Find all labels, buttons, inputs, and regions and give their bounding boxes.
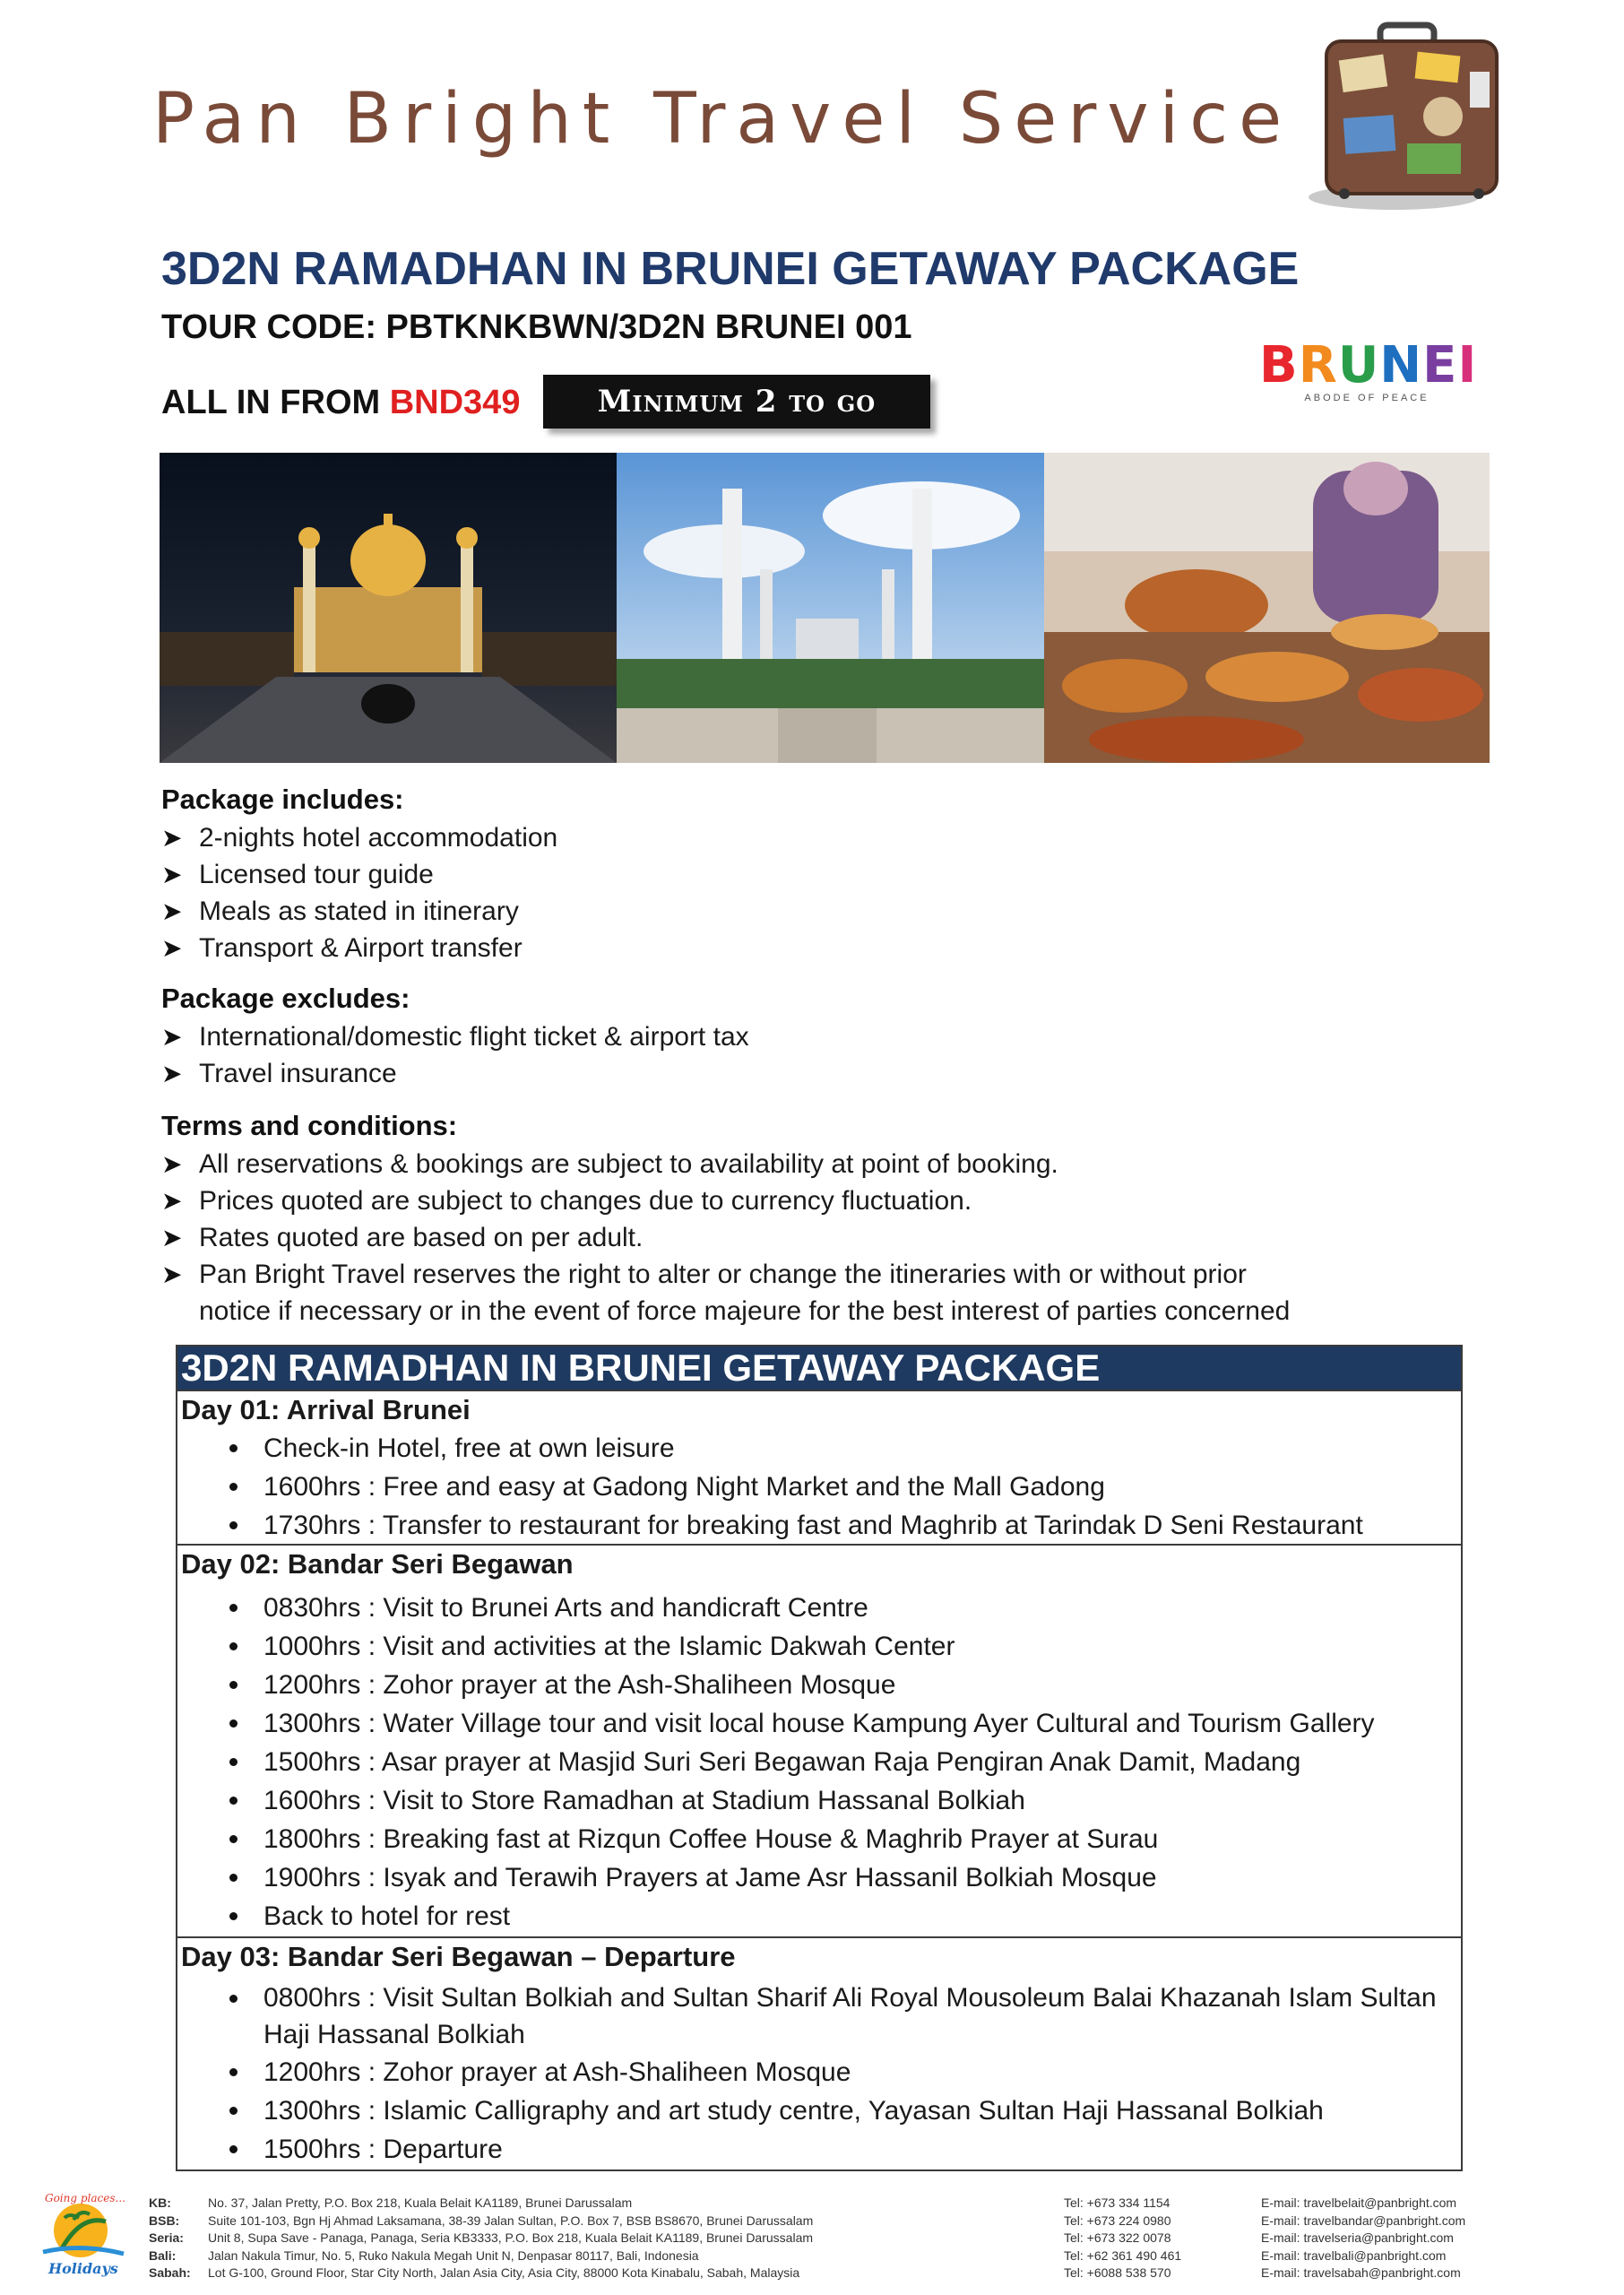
office-row: Seria: Unit 8, Supa Save - Panaga, Panaga, Seria KB3333, P.O. Box 218, Kuala Belait KA1189, Brunei Darussalam Tel: +673 322 0078 E-mail: travelseria@panbright.com	[149, 2230, 1454, 2245]
arrow-bullet-icon: ➤	[161, 1187, 183, 1215]
list-item: 1300hrs : Islamic Calligraphy and art study centre, Yayasan Sultan Haji Hassanal Bolkiah	[229, 2091, 1461, 2130]
list-item: 1300hrs : Water Village tour and visit local house Kampung Ayer Cultural and Tourism Gallery	[229, 1704, 1461, 1743]
excludes-heading: Package excludes:	[161, 983, 410, 1014]
arrow-bullet-icon: ➤	[161, 1023, 183, 1051]
list-item: 1600hrs : Visit to Store Ramadhan at Stadium Hassanal Bolkiah	[229, 1781, 1461, 1820]
includes-list	[161, 819, 557, 966]
list-item: 1500hrs : Asar prayer at Masjid Suri Seri Begawan Raja Pengiran Anak Damit, Madang	[229, 1743, 1461, 1781]
brunei-logo-word: BRUNEI	[1259, 336, 1478, 394]
list-item-continuation: notice if necessary or in the event of force majeure for the best interest of parties concerned	[199, 1296, 1291, 1326]
list-item: ➤ Transport & Airport transfer	[161, 930, 557, 966]
office-row: KB: No. 37, Jalan Pretty, P.O. Box 218, Kuala Belait KA1189, Brunei Darussalam Tel: +673 334 1154 E-mail: travelbelait@panbright.com	[149, 2195, 1457, 2210]
day-title: Day 01: Arrival Brunei	[181, 1394, 471, 1425]
price-value: BND349	[389, 384, 521, 421]
brunei-logo-tagline: ABODE OF PEACE	[1304, 393, 1430, 403]
list-item: ➤ Pan Bright Travel reserves the right to alter or change the itineraries with or without prior	[161, 1256, 1290, 1293]
list-item: ➤ Licensed tour guide	[161, 856, 557, 893]
list-item: 1900hrs : Isyak and Terawih Prayers at Jame Asr Hassanil Bolkiah Mosque	[229, 1858, 1461, 1897]
excludes-list	[161, 1018, 749, 1092]
day-01-section	[177, 1390, 1461, 1544]
tour-code: TOUR CODE: PBTKNKBWN/3D2N BRUNEI 001	[161, 308, 912, 346]
list-item: Check-in Hotel, free at own leisure	[229, 1429, 1461, 1468]
itinerary-title: 3D2N RAMADHAN IN BRUNEI GETAWAY PACKAGE	[177, 1347, 1461, 1390]
office-row: BSB: Suite 101-103, Bgn Hj Ahmad Laksamana, 38-39 Jalan Sultan, P.O. Box 7, BSB BS8670, Brunei Darussalam Tel: +673 224 0980 E-mail: travelbandar@panbright.com	[149, 2213, 1466, 2228]
list-item: 1800hrs : Breaking fast at Rizqun Coffee House & Maghrib Prayer at Surau	[229, 1820, 1461, 1858]
office-row: Sabah: Lot G-100, Ground Floor, Star City North, Jalan Asia City, Asia City, 88000 Kota Kinabalu, Sabah, Malaysia Tel: +6088 538 570 E-mail: travelsabah@panbright.com	[149, 2265, 1461, 2280]
day-title: Day 03: Bandar Seri Begawan – Departure	[181, 1941, 736, 1972]
day-items	[229, 1979, 1461, 2169]
holidays-logo	[34, 2187, 133, 2277]
list-item: 1000hrs : Visit and activities at the Islamic Dakwah Center	[229, 1627, 1461, 1666]
ramadhan-food-market-photo	[1044, 453, 1490, 763]
arrow-bullet-icon: ➤	[161, 824, 183, 852]
svg-text:Going places...: Going places...	[45, 2192, 125, 2204]
list-item: 1730hrs : Transfer to restaurant for breaking fast and Maghrib at Tarindak D Seni Restaurant	[229, 1506, 1461, 1545]
includes-heading: Package includes:	[161, 784, 404, 815]
list-item: 0800hrs : Visit Sultan Bolkiah and Sultan Sharif Ali Royal Mousoleum Balai Khazanah Islam Sultan Haji Hassanal Bolkiah	[229, 1979, 1461, 2053]
list-item: 1200hrs : Zohor prayer at the Ash-Shaliheen Mosque	[229, 1666, 1461, 1704]
company-name: Pan Bright Travel Service	[152, 79, 1293, 160]
day-03-section	[177, 1936, 1461, 2169]
day-items	[229, 1429, 1461, 1545]
list-item: 1200hrs : Zohor prayer at Ash-Shaliheen Mosque	[229, 2053, 1461, 2091]
package-title: 3D2N RAMADHAN IN BRUNEI GETAWAY PACKAGE	[161, 243, 1300, 295]
price-line	[161, 384, 520, 422]
list-item: 1500hrs : Departure	[229, 2130, 1461, 2169]
itinerary-table	[176, 1345, 1463, 2171]
arrow-bullet-icon: ➤	[161, 897, 183, 925]
day-02-section	[177, 1544, 1461, 1936]
list-item: ➤ Travel insurance	[161, 1055, 749, 1092]
list-item: ➤ Meals as stated in itinerary	[161, 893, 557, 930]
office-row: Bali: Jalan Nakula Timur, No. 5, Ruko Nakula Megah Unit N, Denpasar 80117, Bali, Indonesia Tel: +62 361 490 461 E-mail: travelbali@panbright.com	[149, 2247, 1447, 2263]
photo-strip	[160, 453, 1490, 763]
list-item: 0830hrs : Visit to Brunei Arts and handicraft Centre	[229, 1589, 1461, 1627]
arrow-bullet-icon: ➤	[161, 1060, 183, 1087]
arrow-bullet-icon: ➤	[161, 1150, 183, 1178]
suitcase-illustration	[1309, 18, 1515, 215]
brunei-logo	[1259, 336, 1478, 411]
terms-list	[161, 1146, 1290, 1329]
arrow-bullet-icon: ➤	[161, 934, 183, 962]
day-title: Day 02: Bandar Seri Begawan	[181, 1548, 574, 1580]
day-items	[229, 1589, 1461, 1936]
minimum-banner: Minimum 2 to go	[543, 375, 930, 429]
arrow-bullet-icon: ➤	[161, 1260, 183, 1288]
terms-heading: Terms and conditions:	[161, 1110, 458, 1141]
arrow-bullet-icon: ➤	[161, 861, 183, 888]
footer-offices	[149, 2195, 1493, 2282]
mosque-day-photo	[617, 453, 1044, 763]
list-item: Back to hotel for rest	[229, 1897, 1461, 1936]
list-item: ➤ Prices quoted are subject to changes due to currency fluctuation.	[161, 1182, 1290, 1219]
mosque-night-photo	[160, 453, 617, 763]
svg-text:Holidays: Holidays	[48, 2260, 118, 2277]
list-item: 1600hrs : Free and easy at Gadong Night Market and the Mall Gadong	[229, 1468, 1461, 1506]
list-item: ➤ Rates quoted are based on per adult.	[161, 1219, 1290, 1256]
list-item: ➤ 2-nights hotel accommodation	[161, 819, 557, 856]
list-item: ➤ International/domestic flight ticket & airport tax	[161, 1018, 749, 1055]
arrow-bullet-icon: ➤	[161, 1224, 183, 1251]
list-item: ➤ All reservations & bookings are subject to availability at point of booking.	[161, 1146, 1290, 1182]
price-prefix: ALL IN FROM	[161, 384, 390, 421]
